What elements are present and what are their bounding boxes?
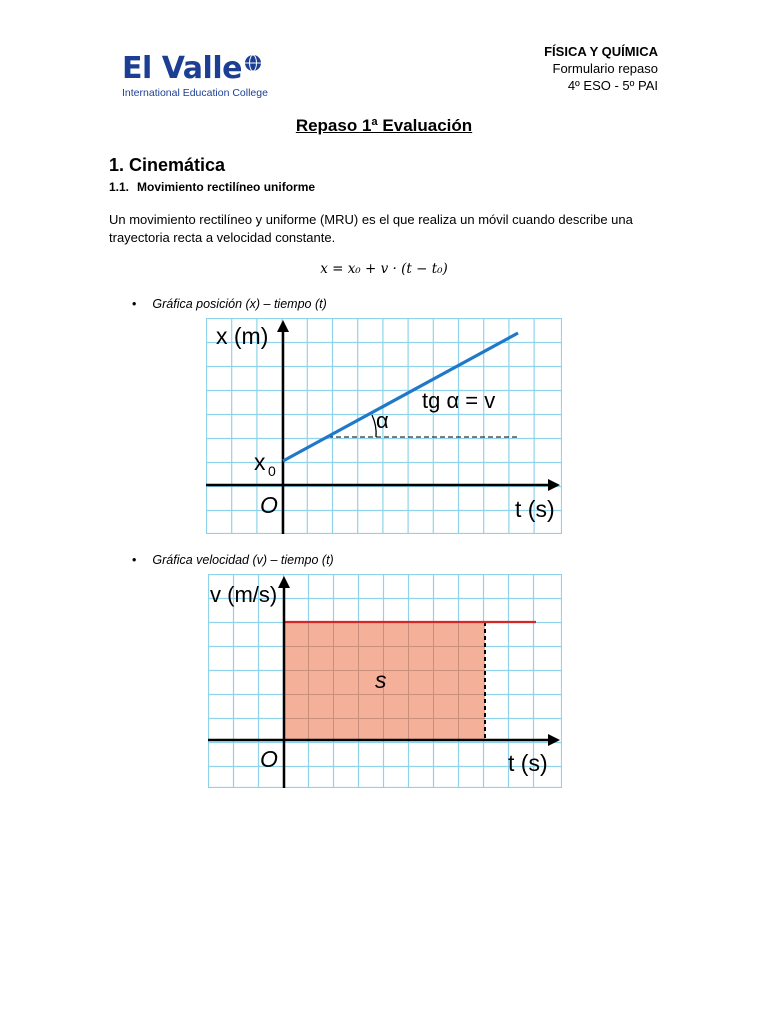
velocity-time-graph xyxy=(208,574,562,788)
graph1-y-label: x (m) xyxy=(216,323,269,349)
logo-main-text: El Valle xyxy=(122,51,242,86)
mru-formula: x = x₀ + v · (t − t₀) xyxy=(320,261,448,277)
graph2-caption: Gráfica velocidad (v) – tiempo (t) xyxy=(152,553,334,567)
subsection-number: 1.1. xyxy=(109,180,130,194)
graph2-origin-label: O xyxy=(260,746,278,772)
graph1-x0-subscript: 0 xyxy=(268,463,276,479)
section-number: 1. xyxy=(109,155,125,175)
bullet-graph1 xyxy=(132,297,327,311)
doc-type: Formulario repaso xyxy=(552,61,658,76)
subsection-title: Movimiento rectilíneo uniforme xyxy=(137,180,316,194)
graph2-area-label: s xyxy=(375,667,387,693)
graph1-x-label: t (s) xyxy=(515,496,555,522)
graph1-alpha-label: α xyxy=(376,408,389,433)
subject-name: FÍSICA Y QUÍMICA xyxy=(544,44,658,59)
graph2-x-label: t (s) xyxy=(508,750,548,776)
logo-subtitle: International Education College xyxy=(122,87,268,99)
graph2-x-axis-arrow xyxy=(548,734,560,746)
section-heading xyxy=(109,155,225,176)
bullet-dot: • xyxy=(132,297,137,311)
bullet-dot: • xyxy=(132,553,137,567)
bullet-graph2 xyxy=(132,553,334,567)
mru-definition: Un movimiento rectilíneo y uniforme (MRU) es el que realiza un móvil cuando describe una trayectoria recta a velocidad constante. xyxy=(109,212,633,245)
position-time-graph xyxy=(206,318,562,534)
graph1-caption: Gráfica posición (x) – tiempo (t) xyxy=(152,297,327,311)
course-level: 4º ESO - 5º PAI xyxy=(567,78,658,93)
ib-globe-icon xyxy=(244,46,262,80)
graph2-y-label: v (m/s) xyxy=(210,582,278,607)
graph1-x0-label: x xyxy=(254,449,266,475)
section-title: Cinemática xyxy=(129,155,226,175)
graph1-y-axis-arrow xyxy=(277,320,289,332)
graph1-x-axis-arrow xyxy=(548,479,560,491)
document-title: Repaso 1ª Evaluación xyxy=(295,116,473,135)
graph1-slope-label: tg α = v xyxy=(422,388,496,413)
header-info xyxy=(544,43,658,94)
graph1-origin-label: O xyxy=(260,492,278,518)
college-logo xyxy=(122,46,282,98)
graph2-y-axis-arrow xyxy=(278,576,290,588)
subsection-heading xyxy=(109,180,315,194)
